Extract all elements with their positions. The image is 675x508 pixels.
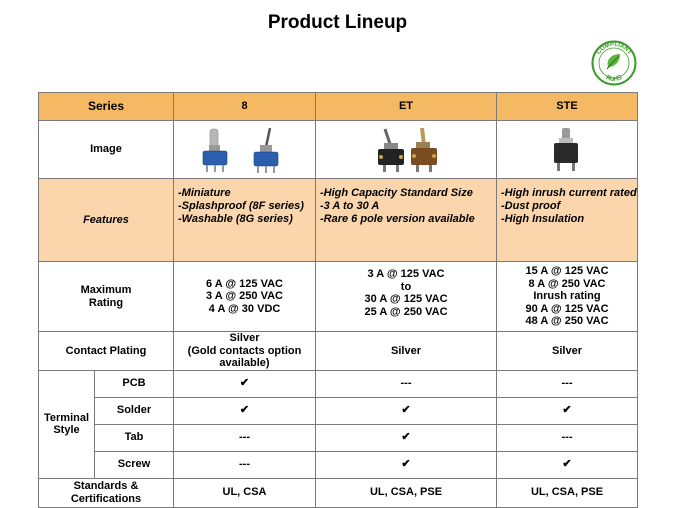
terminal-type-label: Screw <box>95 451 174 478</box>
rohs-leaf-icon <box>591 40 637 86</box>
rating-value: 30 A @ 125 VAC <box>364 293 448 305</box>
plating-row-label: Contact Plating <box>39 332 174 371</box>
feature-text: -Dust proof <box>501 200 561 212</box>
rating-value: 8 A @ 250 VAC <box>528 277 606 290</box>
plating-series-et: Silver <box>316 332 497 371</box>
rating-series-8 <box>174 262 316 332</box>
feature-text: -3 A to 30 A <box>320 200 380 212</box>
rating-value: 3 A @ 125 VAC <box>367 268 445 280</box>
terminal-mark: --- <box>174 451 316 478</box>
header-series-et: ET <box>316 93 497 121</box>
terminal-mark: --- <box>316 370 497 397</box>
rating-value: Inrush rating <box>533 290 601 303</box>
feature-text: -Splashproof (8F series) <box>178 200 304 212</box>
terminal-mark: ✔ <box>174 370 316 397</box>
standards-series-et: UL, CSA, PSE <box>316 478 497 507</box>
rating-row <box>39 262 638 332</box>
plating-row <box>39 332 638 371</box>
rating-value: 4 A @ 30 VDC <box>208 302 281 315</box>
badge-bottom-text: RoHS <box>604 73 624 84</box>
feature-text: -High Insulation <box>501 213 585 225</box>
rating-value: 48 A @ 250 VAC <box>525 315 609 328</box>
terminal-row-screw <box>39 451 638 478</box>
header-series-8: 8 <box>174 93 316 121</box>
plating-series-ste: Silver <box>497 332 638 371</box>
feature-text: -High inrush current rated <box>501 187 637 199</box>
rating-value: 90 A @ 125 VAC <box>525 302 609 315</box>
feature-text: -Washable (8G series) <box>178 213 293 225</box>
image-row <box>39 121 638 179</box>
plating-value: (Gold contacts option <box>187 344 302 357</box>
standard-toggle-switch-image <box>356 125 456 175</box>
rating-value: 15 A @ 125 VAC <box>525 265 609 278</box>
ste-toggle-switch-image <box>537 125 597 175</box>
terminal-style-label <box>39 370 95 478</box>
features-series-et <box>316 179 497 262</box>
terminal-mark: --- <box>174 424 316 451</box>
page-title: Product Lineup <box>267 12 408 33</box>
terminal-mark: ✔ <box>497 451 638 478</box>
image-series-ste <box>497 121 638 179</box>
rating-value: to <box>400 280 412 293</box>
feature-text: -High Capacity Standard Size <box>320 187 473 199</box>
standards-series-8: UL, CSA <box>174 478 316 507</box>
rating-row-label <box>39 262 174 332</box>
rating-value: 3 A @ 250 VAC <box>206 290 283 303</box>
header-row <box>39 93 638 121</box>
terminal-mark: ✔ <box>316 451 497 478</box>
features-row-label: Features <box>39 179 174 262</box>
plating-series-8 <box>174 332 316 371</box>
standards-label-line: Certifications <box>70 492 142 505</box>
standards-row-label <box>39 478 174 507</box>
miniature-toggle-switch-image <box>200 125 290 175</box>
features-series-8 <box>174 179 316 262</box>
standards-series-ste: UL, CSA, PSE <box>497 478 638 507</box>
rating-label-line: Rating <box>88 296 124 309</box>
plating-value: Silver <box>229 332 260 344</box>
rating-label-line: Maximum <box>80 284 132 296</box>
plating-value: available) <box>219 357 270 369</box>
image-series-8 <box>174 121 316 179</box>
rating-series-et <box>316 262 497 332</box>
image-series-et <box>316 121 497 179</box>
rating-series-ste <box>497 262 638 332</box>
product-lineup-table <box>38 92 638 508</box>
features-series-ste <box>497 179 638 262</box>
image-row-label: Image <box>39 121 174 179</box>
header-series-ste: STE <box>497 93 638 121</box>
terminal-mark: ✔ <box>316 397 497 424</box>
terminal-row-pcb <box>39 370 638 397</box>
terminal-label-line: Style <box>53 424 80 436</box>
standards-row <box>39 478 638 507</box>
rating-value: 6 A @ 125 VAC <box>206 277 283 290</box>
feature-text: -Rare 6 pole version available <box>320 213 475 225</box>
terminal-row-tab <box>39 424 638 451</box>
rating-value: 25 A @ 250 VAC <box>364 305 448 318</box>
rohs-compliant-badge <box>591 40 637 86</box>
terminal-mark: --- <box>497 424 638 451</box>
terminal-type-label: PCB <box>95 370 174 397</box>
standards-label-line: Standards & <box>73 480 139 492</box>
terminal-type-label: Tab <box>95 424 174 451</box>
terminal-label-line: Terminal <box>43 411 90 424</box>
terminal-mark: ✔ <box>316 424 497 451</box>
features-row <box>39 179 638 262</box>
badge-top-text: COMPLIANT <box>595 41 633 56</box>
header-series: Series <box>39 93 174 121</box>
terminal-mark: ✔ <box>174 397 316 424</box>
terminal-row-solder <box>39 397 638 424</box>
feature-text: -Miniature <box>178 187 231 199</box>
terminal-mark: ✔ <box>497 397 638 424</box>
terminal-type-label: Solder <box>95 397 174 424</box>
terminal-mark: --- <box>497 370 638 397</box>
